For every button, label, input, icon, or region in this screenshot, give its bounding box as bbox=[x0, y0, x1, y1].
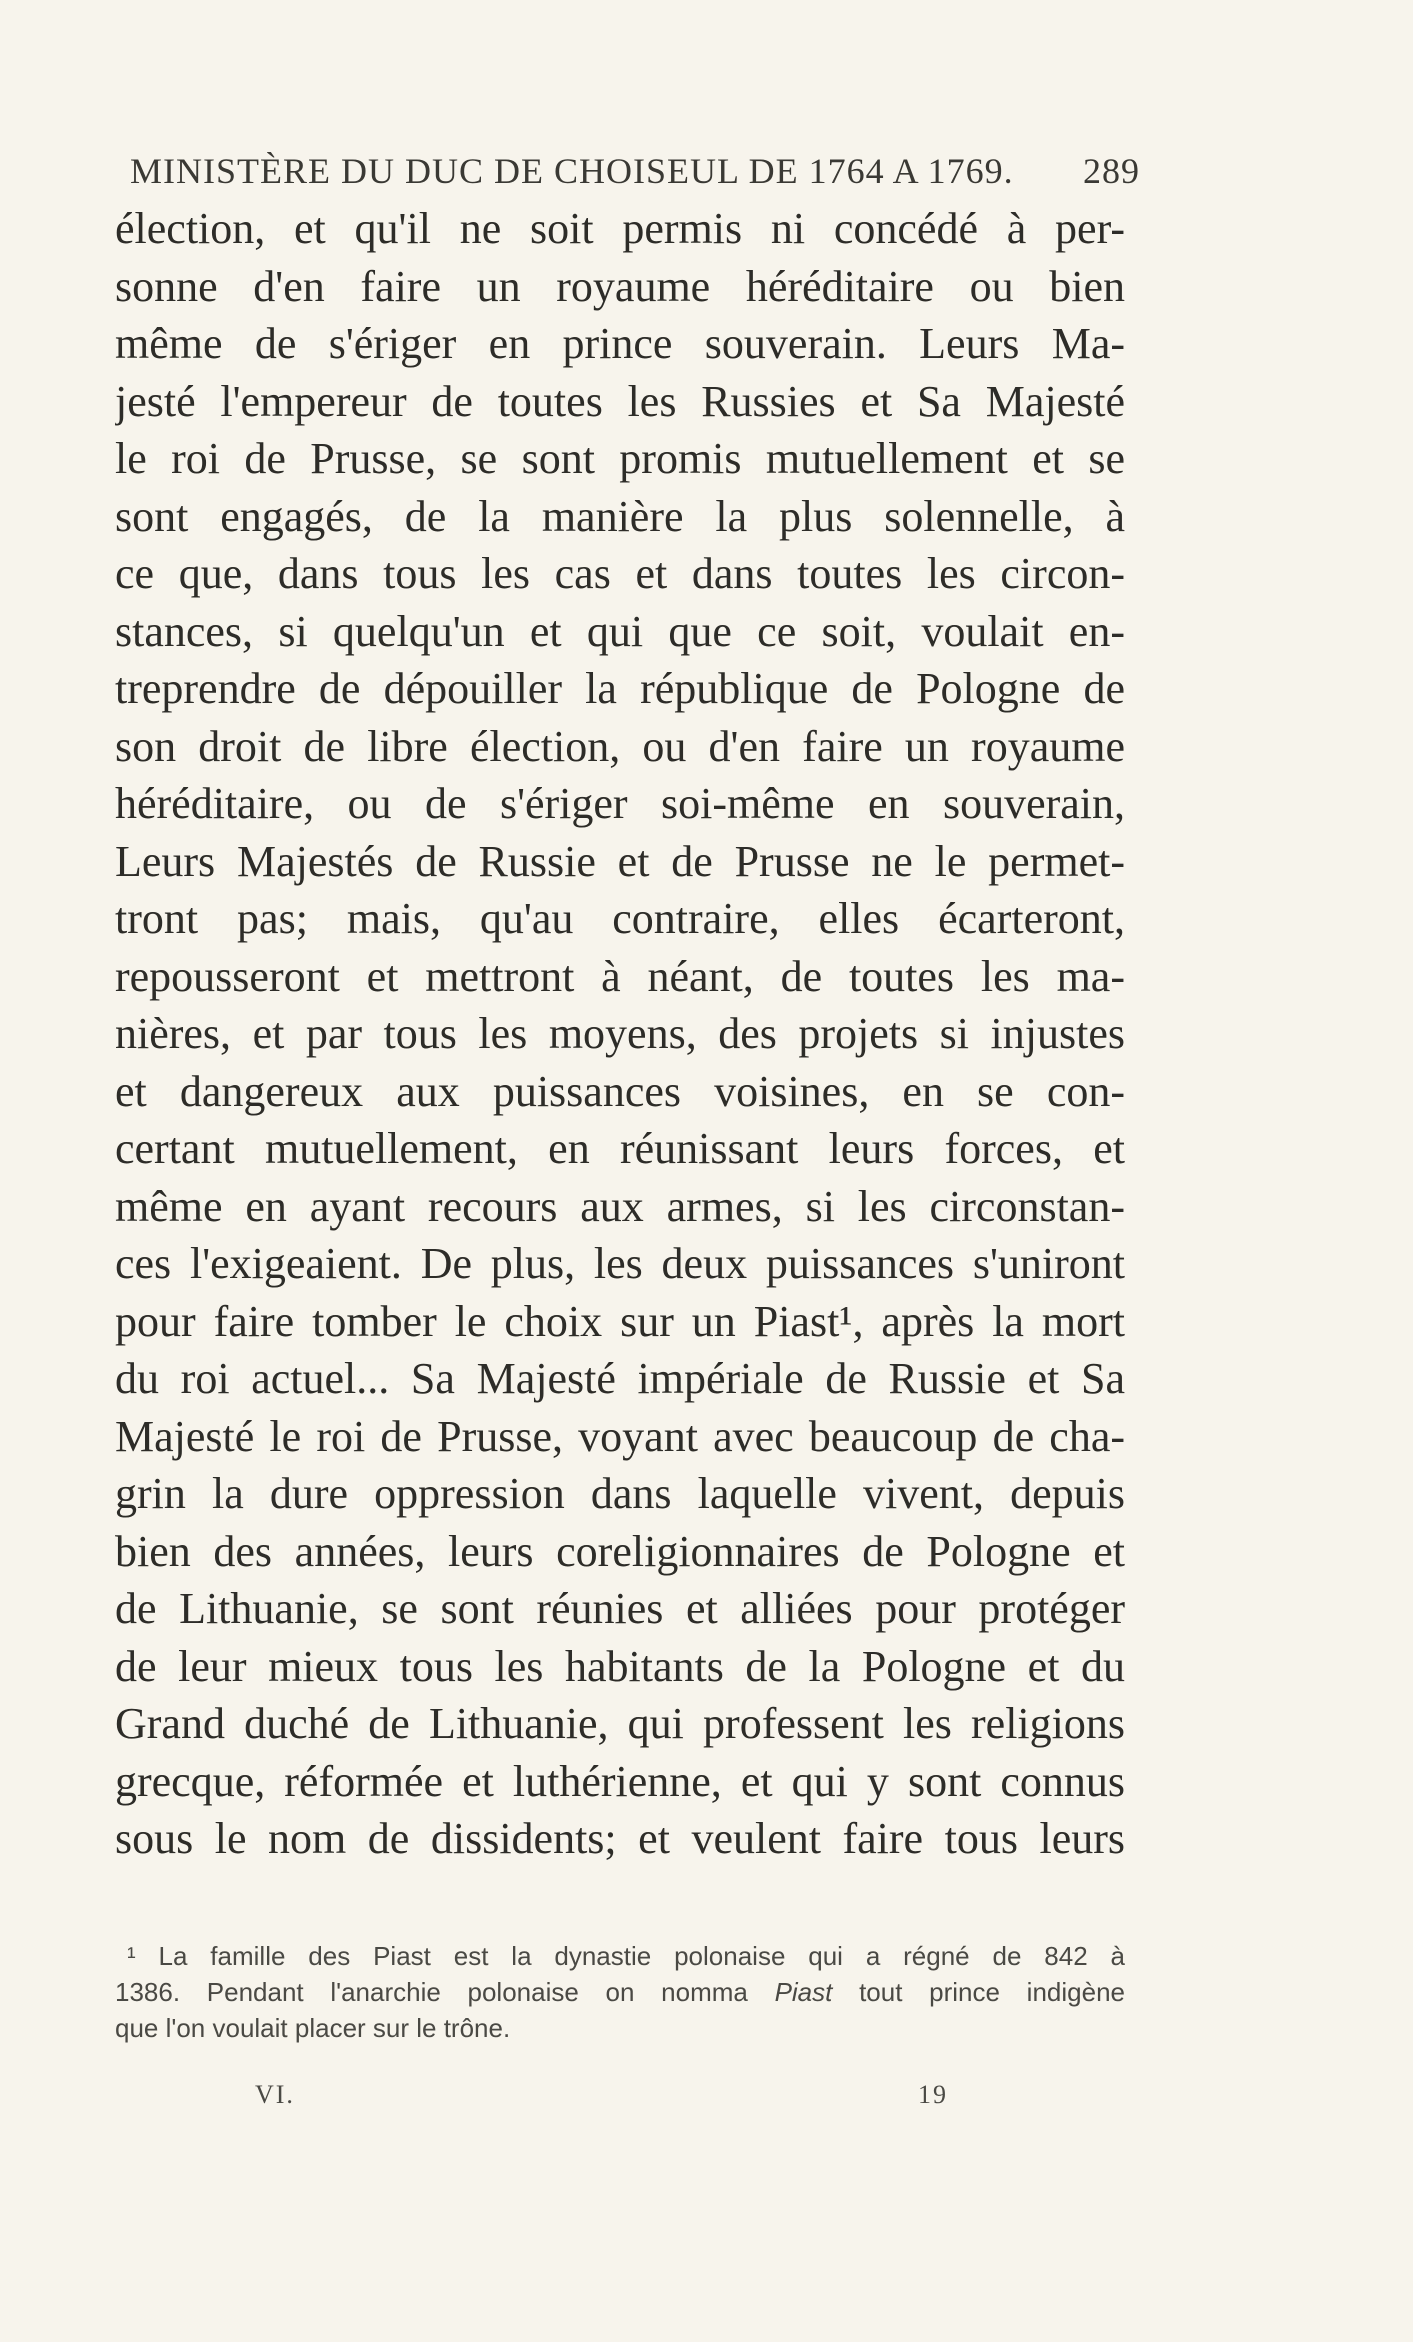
body-line: nières, et par tous les moyens, des projets si injustes bbox=[115, 1009, 1125, 1058]
body-line: tront pas; mais, qu'au contraire, elles écarteront, bbox=[115, 894, 1125, 943]
body-line: repousseront et mettront à néant, de toutes les ma- bbox=[115, 951, 1125, 1001]
footnote-line: 1386. Pendant l'anarchie polonaise on nomma Piast tout prince indigène bbox=[115, 1977, 1125, 2007]
body-line: grecque, réformée et luthérienne, et qui y sont connus bbox=[115, 1756, 1125, 1806]
body-line: jesté l'empereur de toutes les Russies et Sa Majesté bbox=[115, 376, 1125, 426]
running-head-title: MINISTÈRE DU DUC DE CHOISEUL DE 1764 A 1769. bbox=[130, 151, 1014, 191]
footnote-line: ¹ La famille des Piast est la dynastie polonaise qui a régné de 842 à bbox=[127, 1941, 1125, 1971]
body-line: sous le nom de dissidents; et veulent faire tous leurs bbox=[115, 1814, 1125, 1863]
footnote-line: que l'on voulait placer sur le trône. bbox=[115, 2013, 511, 2043]
body-line: ce que, dans tous les cas et dans toutes les circon- bbox=[115, 549, 1125, 598]
body-line: élection, et qu'il ne soit permis ni concédé à per- bbox=[115, 204, 1125, 253]
body-line: certant mutuellement, en réunissant leurs forces, et bbox=[115, 1124, 1125, 1173]
body-line: ces l'exigeaient. De plus, les deux puissances s'uniront bbox=[115, 1239, 1125, 1288]
body-line: même de s'ériger en prince souverain. Leurs Ma- bbox=[115, 319, 1125, 368]
body-line: de Lithuanie, se sont réunies et alliées pour protéger bbox=[115, 1584, 1125, 1633]
body-line: grin la dure oppression dans laquelle vivent, depuis bbox=[115, 1469, 1125, 1518]
signature-volume: VI. bbox=[255, 2080, 295, 2109]
body-line: de leur mieux tous les habitants de la Pologne et du bbox=[115, 1641, 1125, 1691]
body-line: Majesté le roi de Prusse, voyant avec beaucoup de cha- bbox=[115, 1411, 1125, 1461]
body-line: bien des années, leurs coreligionnaires de Pologne et bbox=[115, 1526, 1125, 1576]
body-line: son droit de libre élection, ou d'en faire un royaume bbox=[115, 721, 1125, 771]
body-line: le roi de Prusse, se sont promis mutuellement et se bbox=[115, 434, 1125, 483]
body-line: héréditaire, ou de s'ériger soi-même en souverain, bbox=[115, 779, 1125, 828]
body-line: du roi actuel... Sa Majesté impériale de Russie et Sa bbox=[115, 1354, 1125, 1403]
body-line: sonne d'en faire un royaume héréditaire ou bien bbox=[115, 261, 1125, 311]
page-number: 289 bbox=[1083, 151, 1140, 191]
body-text bbox=[115, 200, 1125, 1868]
body-line: treprendre de dépouiller la république de Pologne de bbox=[115, 664, 1125, 713]
body-line: Leurs Majestés de Russie et de Prusse ne le permet- bbox=[115, 836, 1125, 886]
body-line: et dangereux aux puissances voisines, en se con- bbox=[115, 1066, 1125, 1116]
body-line: stances, si quelqu'un et qui que ce soit, voulait en- bbox=[115, 606, 1125, 656]
footnote bbox=[115, 1938, 1125, 2046]
body-line: même en ayant recours aux armes, si les circonstan- bbox=[115, 1181, 1125, 1231]
body-line: Grand duché de Lithuanie, qui professent les religions bbox=[115, 1699, 1125, 1748]
body-line: sont engagés, de la manière la plus solennelle, à bbox=[115, 491, 1125, 541]
signature-sheet: 19 bbox=[918, 2080, 948, 2109]
body-line: pour faire tomber le choix sur un Piast¹, après la mort bbox=[115, 1296, 1125, 1346]
